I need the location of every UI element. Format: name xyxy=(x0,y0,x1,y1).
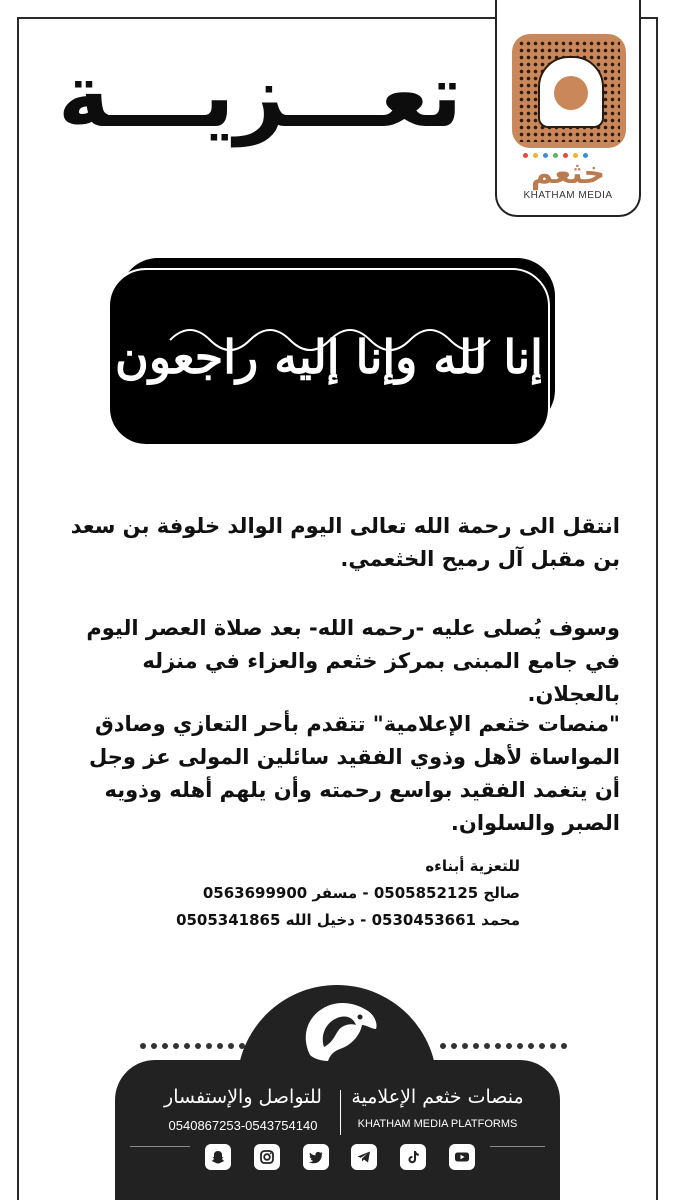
telegram-icon[interactable] xyxy=(351,1144,377,1170)
footer-divider-left xyxy=(130,1146,190,1147)
funeral-paragraph: وسوف يُصلى عليه -رحمه الله- بعد صلاة العصر اليوم في جامع المبنى بمركز خثعم والعزاء في منزله بالعجلان. xyxy=(86,616,620,706)
youtube-icon[interactable] xyxy=(449,1144,475,1170)
brand-name-english: KHATHAM MEDIA xyxy=(523,190,613,201)
social-icons-row xyxy=(205,1144,475,1170)
horse-logo-icon xyxy=(554,76,588,110)
twitter-icon[interactable] xyxy=(303,1144,329,1170)
contacts-heading: للتعزية أبناءه xyxy=(425,857,520,875)
footer-divider-right xyxy=(490,1146,545,1147)
contacts-row: محمد 0530453661 - دخيل الله 0505341865 xyxy=(176,911,520,929)
page-title xyxy=(57,40,463,150)
footer-phones[interactable]: 0540867253-0543754140 xyxy=(168,1118,318,1133)
brand-name-arabic: خثعم xyxy=(530,156,606,191)
condolence-paragraph: "منصات خثعم الإعلامية" تتقدم بأحر التعازي وصادق المواساة لأهل وذوي الفقيد سائلين المولى عز وجل أن يتغمد الفقيد بواسع رحمته وأن يلهم أهله وذويه الصبر والسلوان. xyxy=(89,712,620,835)
footer-platforms-arabic: منصات خثعم الإعلامية xyxy=(351,1086,524,1108)
footer-platforms-english: KHATHAM MEDIA PLATFORMS xyxy=(357,1118,518,1130)
instagram-icon[interactable] xyxy=(254,1144,280,1170)
contacts-row: صالح 0505852125 - مسفر 0563699900 xyxy=(202,884,520,902)
title-text: تعـــزيـــة xyxy=(57,43,463,147)
horse-head-logo-icon xyxy=(290,995,385,1065)
footer-separator xyxy=(340,1090,341,1135)
snapcode-card[interactable] xyxy=(495,0,641,217)
announcement-paragraph: انتقل الى رحمة الله تعالى اليوم الوالد خلوفة بن سعد بن مقبل آل رميح الخثعمي. xyxy=(70,514,620,571)
decorative-dots-right xyxy=(440,1043,567,1049)
snapchat-icon[interactable] xyxy=(205,1144,231,1170)
condolence-banner xyxy=(108,268,550,446)
tiktok-icon[interactable] xyxy=(400,1144,426,1170)
snapcode-image[interactable] xyxy=(512,34,626,148)
snapchat-ghost-icon xyxy=(538,56,604,128)
banner-calligraphy-text: إنا لله وإنا إليه راجعون xyxy=(115,330,543,384)
footer-contact-label: للتواصل والإستفسار xyxy=(164,1086,322,1108)
